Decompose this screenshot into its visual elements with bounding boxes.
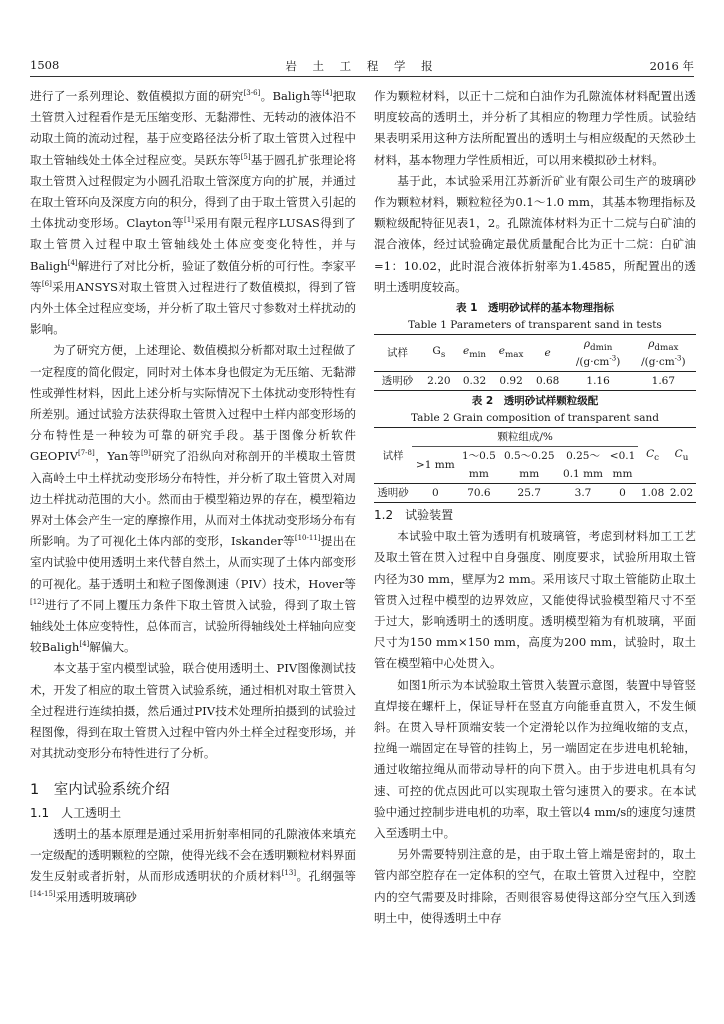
table-cell: 70.6 bbox=[458, 484, 499, 503]
text-run: 透明土的基本原理是通过采用折射率相同的孔隙液体来填充一定级配的透明颗粒的空隙，使得光线不会在透明颗粒材料界面发生反射或者折射，从而形成透明状的介质材料 bbox=[30, 826, 356, 883]
text-run: 采用透明玻璃砂 bbox=[55, 890, 137, 905]
table-cell: 0 bbox=[607, 484, 638, 503]
citation-ref: [6] bbox=[41, 279, 52, 288]
table-header: 0.25～ bbox=[566, 450, 600, 463]
citation-ref: [4] bbox=[67, 258, 78, 267]
left-column bbox=[30, 86, 356, 908]
table-cell: 透明砂 bbox=[374, 484, 412, 503]
table-header: $e_{max}$ bbox=[492, 335, 529, 372]
paragraph bbox=[30, 658, 356, 764]
table-row bbox=[374, 372, 696, 391]
subsection-heading: 1.1 人工透明土 bbox=[30, 805, 122, 820]
citation-ref: [9] bbox=[140, 449, 151, 458]
subsection-heading: 1.2 试验装置 bbox=[374, 508, 454, 523]
table-header: 试样 bbox=[374, 335, 421, 372]
table-2-caption-en: Table 2 Grain composition of transparent sand bbox=[410, 412, 660, 425]
citation-ref: [10-11] bbox=[294, 534, 321, 543]
text-run: 作为颗粒材料，以正十二烷和白油作为孔隙流体材料配置出透明度较高的透明土，并分析了其相应的物理力学性质。试验结果表明采用这种方法所配置出的透明土与相应级配的天然砂土材料，基本物理力学性质相近，可以用来模拟砂土材料。 bbox=[374, 89, 696, 167]
text-run: 如图1所示为本试验取土管贯入装置示意图，装置中导管竖直焊接在螺杆上，保证导杆在竖直方向能垂直贯入，不发生倾斜。在贯入导杆顶端安装一个定滑轮以作为拉绳收缩的支点，拉绳一端固定在导管的挂钩上，另一端固定在步进电机轮轴，通过收缩拉绳从而带动导杆的向下贯入。由于步进电机具有匀速、可控的优点因此可以实现取土管匀速贯入的要求。在本试验中通过控制步进电机的功率，取土管以4 mm/s的速度匀速贯入至透明土中。 bbox=[374, 677, 696, 840]
text-run: 另外需要特别注意的是，由于取土管上端是密封的，取土管内部空腔存在一定体积的空气，在取土管贯入过程中，空腔内的空气需要及时排除，否则很容易使得这部分空气压入到透明土中，使得透明土中存 bbox=[374, 847, 696, 925]
citation-ref: [4] bbox=[79, 640, 90, 649]
paragraph bbox=[30, 340, 356, 658]
table-header: 0.1 mm bbox=[563, 468, 603, 481]
right-column bbox=[374, 86, 696, 929]
paragraph bbox=[374, 171, 696, 298]
section-heading: 1 室内试验系统介绍 bbox=[30, 781, 170, 798]
paragraph bbox=[374, 526, 696, 674]
paragraph bbox=[30, 86, 356, 340]
citation-ref: [1] bbox=[184, 216, 194, 225]
table-header: 0.5～0.25 bbox=[503, 450, 555, 463]
paragraph bbox=[374, 675, 696, 845]
table-header: $e_{min}$ bbox=[457, 335, 493, 372]
text-run: 提出在室内试验中使用透明土来代替自然土，从而实现了土体内部变形的可视化。基于透明土和粒子图像测速（PIV）技术，Hover等 bbox=[30, 534, 356, 591]
table-cell: 3.7 bbox=[559, 484, 607, 503]
citation-ref: [3-6] bbox=[243, 89, 261, 98]
table-cell: 25.7 bbox=[499, 484, 559, 503]
table-header: mm bbox=[468, 468, 489, 481]
citation-ref: [12] bbox=[30, 598, 45, 607]
text-run: 。Baligh等 bbox=[260, 89, 323, 103]
table-header: $\rho_{dmin}$ $/(g\cdot cm^{-3})$ bbox=[565, 335, 630, 372]
table-header: $C_u$ bbox=[667, 428, 696, 484]
text-run: 进行了一系列理论、数值模拟方面的研究 bbox=[30, 89, 244, 103]
table-cell: 透明砂 bbox=[374, 372, 421, 391]
table-cell: 0.68 bbox=[530, 372, 566, 391]
table-header: mm bbox=[612, 468, 633, 481]
table-1-caption-en: Table 1 Parameters of transparent sand in tests bbox=[408, 319, 662, 332]
table-cell: 1.67 bbox=[631, 372, 696, 391]
text-run: 解进行了对比分析，验证了数值分析的可行性。李家平等 bbox=[30, 258, 356, 294]
table-header: $G_s$ bbox=[421, 335, 457, 372]
table-header: $\rho_{dmax}$ $/(g\cdot cm^{-3})$ bbox=[631, 335, 696, 372]
table-header: >1 mm bbox=[415, 459, 455, 472]
text-run: 采用有限元程序LUSAS得到了取土管贯入过程中取土管轴线处土体应变变化特性，并与Baligh bbox=[30, 216, 357, 273]
table-cell: 0.92 bbox=[492, 372, 529, 391]
paragraph bbox=[374, 86, 696, 171]
table-header: <0.1 bbox=[609, 450, 636, 463]
table-header: e bbox=[530, 335, 566, 372]
table-header: 试样 bbox=[374, 428, 412, 484]
table-header: mm bbox=[519, 468, 540, 481]
text-run: 。孔纲强等 bbox=[296, 868, 356, 883]
paragraph bbox=[30, 824, 356, 909]
publication-year: 2016 年 bbox=[649, 59, 694, 73]
text-run: 采用ANSYS对取土管贯入过程进行了数值模拟，得到了管内外土体全过程应变场，并分析了取土管尺寸参数对土样扰动的影响。 bbox=[30, 279, 356, 337]
table-cell: 1.08 bbox=[638, 484, 667, 503]
table-row bbox=[374, 484, 696, 503]
citation-ref: [14-15] bbox=[30, 890, 56, 899]
text-run: 本文基于室内模型试验，联合使用透明土、PIV图像测试技术，开发了相应的取土管贯入试验系统，通过相机对取土管贯入全过程进行连续拍摄，然后通过PIV技术处理所拍摄到的试验过程图像，得到在取土管贯入过程中管内外土样全过程变形场，并对其扰动变形分布特性进行了分析。 bbox=[30, 661, 356, 761]
table-cell: 1.16 bbox=[565, 372, 630, 391]
table-cell: 0 bbox=[412, 484, 458, 503]
text-run: 解偏大。 bbox=[89, 640, 136, 655]
text-run: 进行了不同上覆压力条件下取土管贯入试验，得到了取土管轴线处土体应变特性，总体而言，试验所得轴线处土样轴向应变较Baligh bbox=[30, 597, 356, 655]
table-group-header: 颗粒组成/% bbox=[412, 428, 638, 447]
table-cell: 2.02 bbox=[667, 484, 696, 503]
table-2-caption: 表 2 透明砂试样颗粒级配 bbox=[471, 395, 599, 408]
text-run: 为了研究方便，上述理论、数值模拟分析都对取土过程做了一定程度的简化假定，同时对土体本身也假定为无压缩、无黏滞性或弹性材料，因此上述分析与实际情况下土体扰动变形特性有所差别。通过试验方法获得取土管贯入过程中土样内部变形场的分布特性是一种较为可靠的研究手段。基于图像分析软件GEOPIV bbox=[30, 343, 356, 464]
paragraph bbox=[374, 844, 696, 929]
table-header: $C_c$ bbox=[638, 428, 667, 484]
text-run: 本试验中取土管为透明有机玻璃管，考虑到材料加工工艺及取土管在贯入过程中自身强度、刚度要求，试验所用取土管内径为30 mm，壁厚为2 mm。采用该尺寸取土管能防止取土管贯入过程中模型的边界效应，又能使得试验模型箱尺寸不至于过大，影响透明土的透明度。透明模型箱为有机玻璃，平面尺寸为150 mm×150 mm，高度为200 mm，试验时，取土管在模型箱中心处贯入。 bbox=[374, 529, 696, 671]
table-header: 1～0.5 bbox=[461, 450, 496, 463]
text-run: 基于此，本试验采用江苏新沂矿业有限公司生产的玻璃砂作为颗粒材料，颗粒粒径为0.1～1.0 mm，其基本物理指标及颗粒级配特征见表1，2。孔隙流体材料为正十二烷与白矿油的混合液体，经过试验确定最优质量配合比为正十二烷：白矿油=1：10.02，此时混合液体折射率为1.4585，所配置出的透明土透明度较高。 bbox=[374, 173, 696, 294]
journal-title: 岩 土 工 程 学 报 bbox=[285, 59, 439, 73]
citation-ref: [5] bbox=[240, 152, 251, 161]
text-run: 把取土管贯入过程看作是无压缩变形、无黏滞性、无转动的液体沿不动取土筒的流动过程，基于应变路径法分析了取土管贯入过程中取土管轴线处土体全过程应变。吴跃东等 bbox=[30, 89, 356, 167]
table-1-caption: 表 1 透明砂试样的基本物理指标 bbox=[456, 302, 614, 315]
text-run: 基于圆孔扩张理论将取土管贯入过程假定为小圆孔沿取土管深度方向的扩展，并通过在取土管环向及深度方向的积分，得到了由于取土管贯入引起的土体扰动变形场。Clayton等 bbox=[30, 152, 356, 231]
citation-ref: [13] bbox=[281, 869, 297, 878]
text-run: ，Yan等 bbox=[94, 449, 141, 464]
table-cell: 0.32 bbox=[457, 372, 493, 391]
table-1 bbox=[374, 334, 696, 391]
page-header bbox=[30, 56, 694, 77]
text-run: 研究了沿纵向对称剖开的半模取土管贯入高岭土中土样扰动变形场分布特性，并分析了取土管贯入对周边土样扰动范围的大小。然而由于模型箱边界的存在，模型箱边界对土体会产生一定的摩擦作用，从而对土体扰动变形场分布有所影响。为了可视化土体内部的变形，Iskander等 bbox=[30, 449, 356, 549]
citation-ref: [7-8] bbox=[77, 449, 95, 458]
table-2 bbox=[374, 427, 696, 503]
page-number: 1508 bbox=[30, 58, 60, 72]
citation-ref: [4] bbox=[322, 89, 333, 98]
table-cell: 2.20 bbox=[421, 372, 457, 391]
